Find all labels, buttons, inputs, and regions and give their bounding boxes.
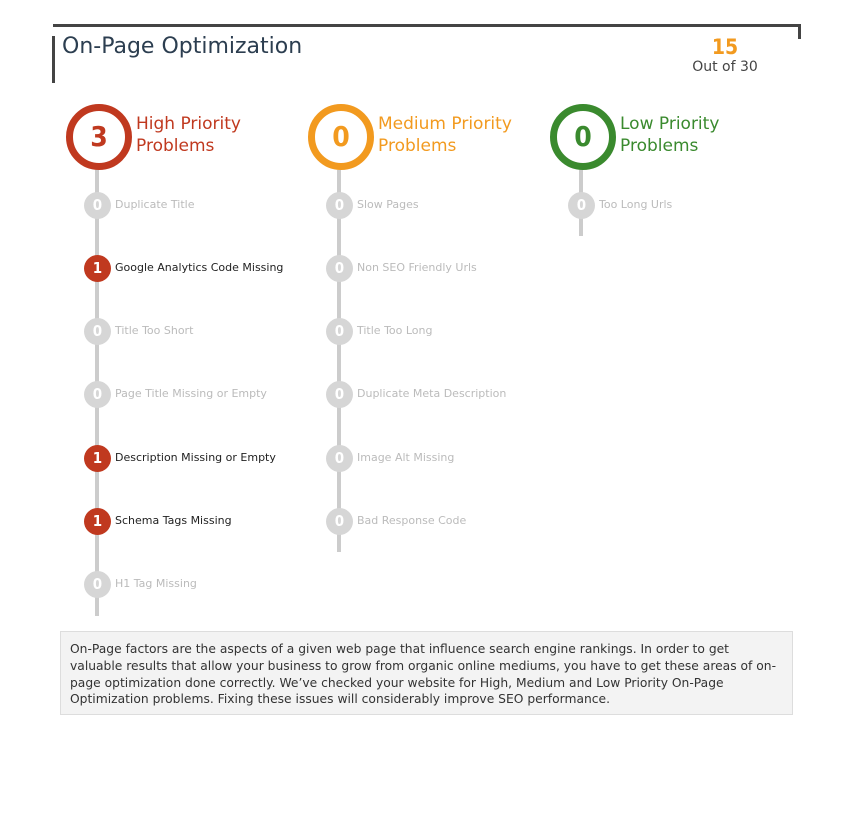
top-rule-tick: [798, 24, 801, 39]
item-label: Google Analytics Code Missing: [115, 261, 284, 274]
count-badge: 0: [326, 255, 353, 282]
low-priority-label: Low Priority Problems: [620, 114, 720, 156]
medium-priority-label: Medium Priority Problems: [378, 114, 512, 156]
score-box: [680, 36, 770, 76]
title-accent-bar: [52, 36, 55, 83]
item-label: Schema Tags Missing: [115, 514, 232, 527]
item-label: Too Long Urls: [599, 198, 673, 211]
item-label: Duplicate Title: [115, 198, 195, 211]
count-badge: 0: [84, 381, 111, 408]
low-priority-count: 0: [550, 104, 616, 170]
count-badge: 0: [84, 571, 111, 598]
count-badge: 0: [326, 192, 353, 219]
item-label: Non SEO Friendly Urls: [357, 261, 477, 274]
count-badge: 0: [326, 445, 353, 472]
item-label: Bad Response Code: [357, 514, 467, 527]
count-badge: 0: [84, 192, 111, 219]
count-badge: 0: [326, 508, 353, 535]
item-label: Image Alt Missing: [357, 451, 455, 464]
high-priority-count: 3: [66, 104, 132, 170]
item-label: Duplicate Meta Description: [357, 387, 507, 400]
item-label: Title Too Short: [115, 324, 194, 337]
item-label: H1 Tag Missing: [115, 577, 197, 590]
item-label: Slow Pages: [357, 198, 419, 211]
count-badge: 0: [326, 318, 353, 345]
high-priority-label: High Priority Problems: [136, 114, 241, 156]
page-title: On-Page Optimization: [62, 34, 303, 59]
count-badge: 0: [84, 318, 111, 345]
medium-priority-timeline: [337, 170, 341, 552]
item-label: Title Too Long: [357, 324, 433, 337]
count-badge: 1: [84, 508, 111, 535]
medium-priority-count: 0: [308, 104, 374, 170]
count-badge: 0: [326, 381, 353, 408]
count-badge: 1: [84, 255, 111, 282]
top-rule: [53, 24, 801, 27]
count-badge: 0: [568, 192, 595, 219]
item-label: Page Title Missing or Empty: [115, 387, 267, 400]
score-value: 15: [711, 35, 739, 59]
count-badge: 1: [84, 445, 111, 472]
item-label: Description Missing or Empty: [115, 451, 276, 464]
description-note: On-Page factors are the aspects of a given web page that influence search engine rankings. In order to get valuable results that allow your business to grow from organic online mediums, you have to get these areas of on-page optimization done correctly. We’ve checked your website for High, Medium and Low Priority On-Page Optimization problems. Fixing these issues will considerably improve SEO performance.: [60, 631, 793, 715]
score-label: Out of 30: [692, 59, 758, 75]
